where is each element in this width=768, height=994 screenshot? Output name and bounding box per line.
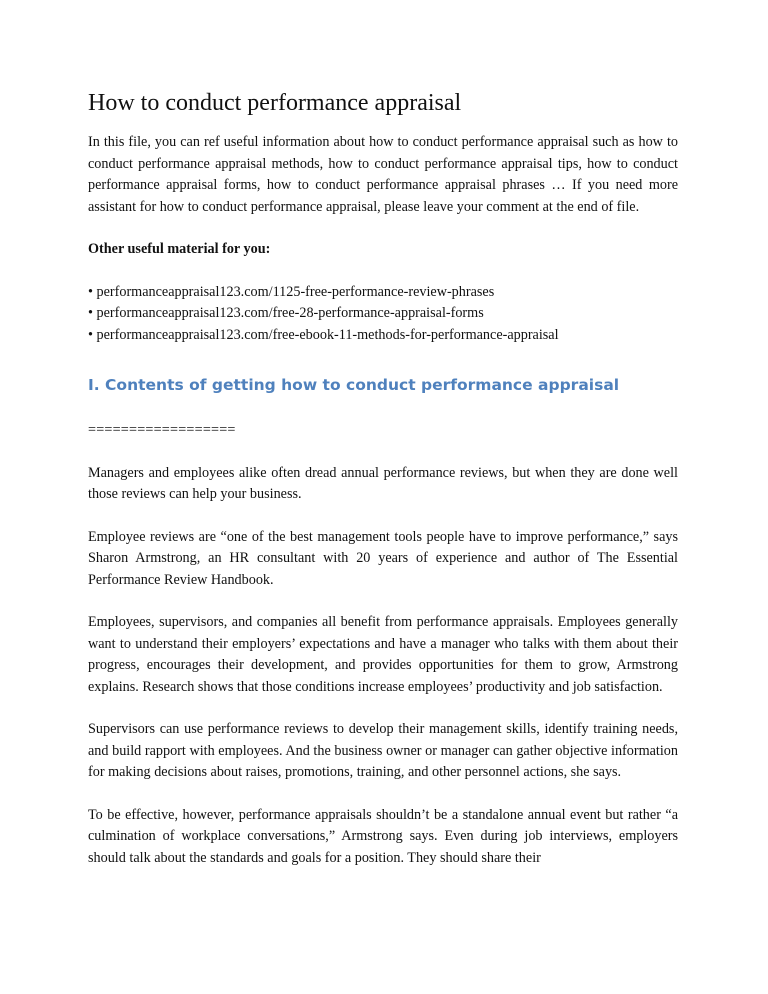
intro-paragraph: In this file, you can ref useful information about how to conduct performance appraisal such as how to conduct performance appraisal methods, how to conduct performance appraisal tips, how to conduct performance appraisal forms, how to conduct performance appraisal phrases … If you need more assistant for how to conduct performance appraisal, please leave your comment at the end of file. <box>88 134 678 215</box>
body-paragraph: Managers and employees alike often dread annual performance reviews, but when they are done well those reviews can help your business. <box>88 464 678 502</box>
material-link[interactable]: • performanceappraisal123.com/1125-free-performance-review-phrases <box>88 283 495 300</box>
section-heading: I. Contents of getting how to conduct performance appraisal <box>88 376 620 394</box>
material-link[interactable]: • performanceappraisal123.com/free-ebook-11-methods-for-performance-appraisal <box>88 326 559 343</box>
body-paragraph: Employee reviews are “one of the best management tools people have to improve performance,” says Sharon Armstrong, an HR consultant with 20 years of experience and author of The Essential Performance Review Handbook. <box>88 528 678 588</box>
other-material-heading: Other useful material for you: <box>88 241 271 257</box>
body-paragraph: To be effective, however, performance appraisals shouldn’t be a standalone annual event but rather “a culmination of workplace conversations,” Armstrong says. Even during job interviews, employers should talk about the standards and goals for a position. They should share their <box>88 806 678 866</box>
divider-line: ================== <box>88 422 236 438</box>
body-paragraph: Employees, supervisors, and companies all benefit from performance appraisals. Employees generally want to understand their employers’ expectations and have a manager who talks with them about their progress, encourages their development, and provides opportunities for them to grow, Armstrong explains. Research shows that those conditions increase employees’ productivity and job satisfaction. <box>88 614 678 695</box>
material-link[interactable]: • performanceappraisal123.com/free-28-performance-appraisal-forms <box>88 305 484 321</box>
body-paragraph: Supervisors can use performance reviews to develop their management skills, identify training needs, and build rapport with employees. And the business owner or manager can gather objective information for making decisions about raises, promotions, training, and other personnel actions, she says. <box>88 721 678 780</box>
material-link-list <box>88 282 678 347</box>
page-title: How to conduct performance appraisal <box>88 90 462 116</box>
document-page <box>88 88 678 869</box>
